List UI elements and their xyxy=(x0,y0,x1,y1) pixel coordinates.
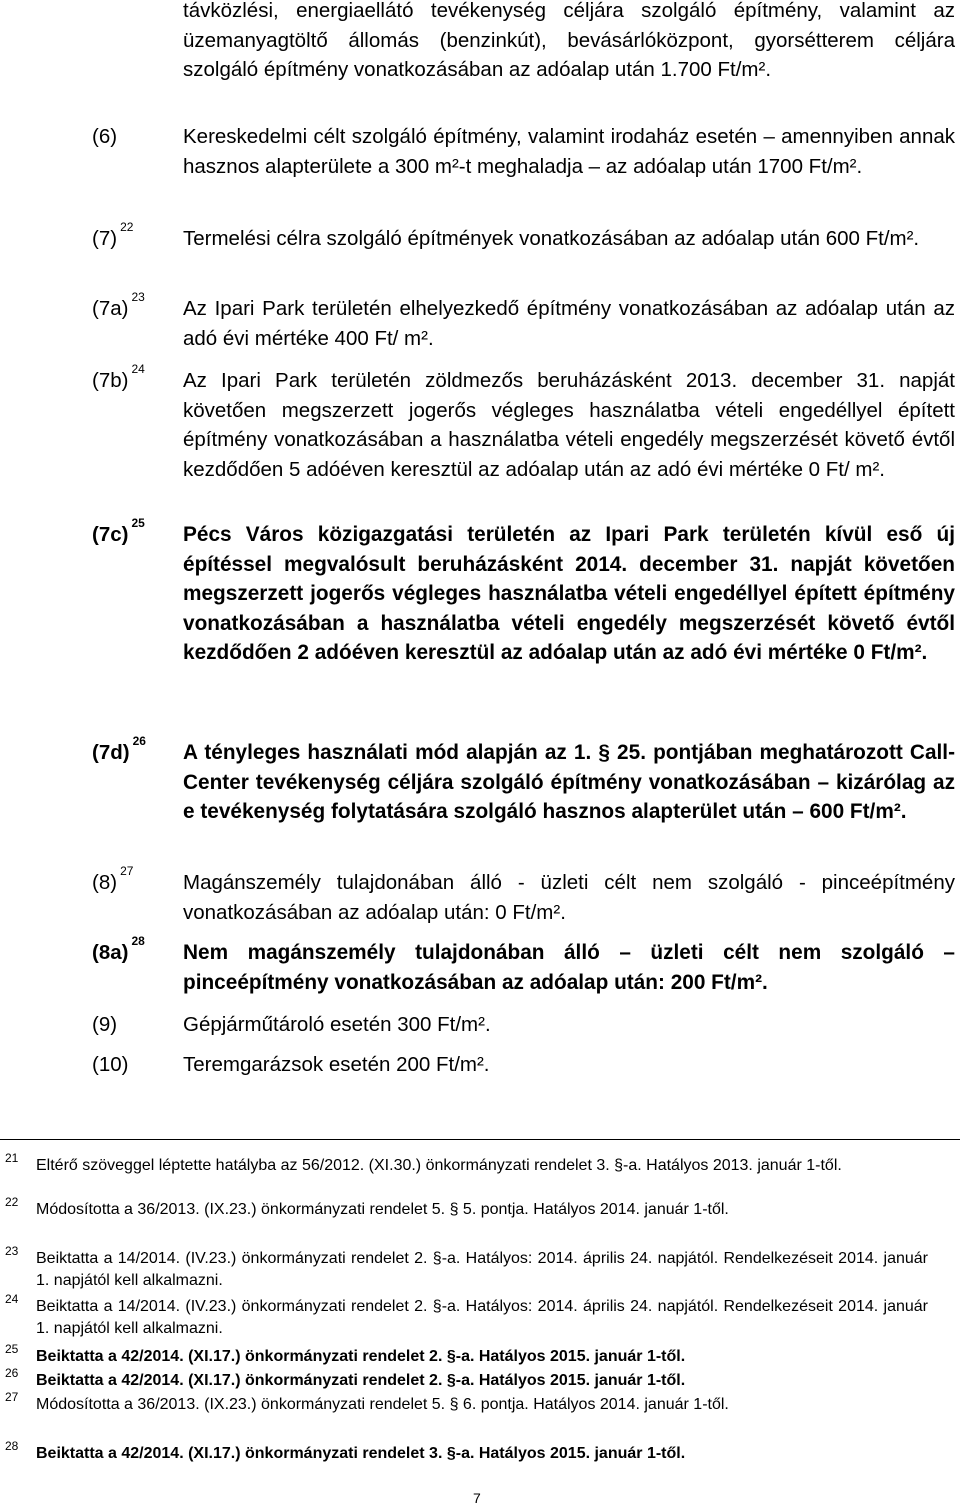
footnote-ref[interactable]: 25 xyxy=(131,516,145,530)
footnote-ref[interactable]: 22 xyxy=(120,220,134,234)
paragraph-text: Termelési célra szolgáló építmények vonatkozásában az adóalap után 600 Ft/m². xyxy=(183,227,920,250)
footnote-text: Beiktatta a 42/2014. (XI.17.) önkormányzati rendelet 3. §-a. Hatályos 2015. január 1-től. xyxy=(36,1445,686,1462)
paragraph-number: (7d) xyxy=(92,741,130,764)
paragraph-text: Az Ipari Park területén zöldmezős beruházásként 2013. december 31. napját követően megszerzett jogerős végleges használatba vételi engedéllyel épített építmény vonatkozásában a használatba vételi engedély megszerzését követő évtől kezdődően 5 adóéven keresztül az adóalap után az adó évi mértéke 0 Ft/ m². xyxy=(183,369,955,481)
footnote-ref[interactable]: 23 xyxy=(131,290,145,304)
footnote-number: 22 xyxy=(5,1195,19,1209)
footnote-separator xyxy=(0,1139,960,1140)
paragraph-number: (9) xyxy=(92,1013,118,1036)
footnote-text: Módosította a 36/2013. (IX.23.) önkormányzati rendelet 5. § 5. pontja. Hatályos 2014. január 1-től. xyxy=(36,1201,729,1218)
paragraph-number: (10) xyxy=(92,1053,129,1076)
paragraph-text: Gépjárműtároló esetén 300 Ft/m². xyxy=(183,1013,491,1036)
footnote-text: Beiktatta a 42/2014. (XI.17.) önkormányzati rendelet 2. §-a. Hatályos 2015. január 1-től. xyxy=(36,1348,686,1365)
paragraph-number: (7a) xyxy=(92,297,129,320)
footnote-number: 26 xyxy=(5,1366,19,1380)
footnote-number: 21 xyxy=(5,1151,19,1165)
paragraph-number: (7b) xyxy=(92,369,129,392)
footnote-text: Eltérő szöveggel léptette hatályba az 56/2012. (XI.30.) önkormányzati rendelet 3. §-a. Hatályos 2013. január 1-től. xyxy=(36,1157,842,1174)
paragraph-text: Pécs Város közigazgatási területén az Ipari Park területén kívül eső új építéssel megvalósult beruházásként 2014. december 31. napját követően megszerzett jogerős végleges használatba vételi engedéllyel épített építmény vonatkozásában a használatba vételi engedély megszerzését követő évtől kezdődően 2 adóéven keresztül az adóalap után az adó évi mértéke 0 Ft/m². xyxy=(183,523,955,664)
paragraph-text: Magánszemély tulajdonában álló - üzleti célt nem szolgáló - pinceépítmény vonatkozásában az adóalap után: 0 Ft/m². xyxy=(183,871,955,924)
paragraph-text: Nem magánszemély tulajdonában álló – üzleti célt nem szolgáló – pinceépítmény vonatkozásában az adóalap után: 200 Ft/m². xyxy=(183,941,955,994)
footnote-number: 25 xyxy=(5,1342,19,1356)
paragraph-number: (6) xyxy=(92,125,118,148)
paragraph-number: (7) xyxy=(92,227,118,250)
footnote-text: Beiktatta a 42/2014. (XI.17.) önkormányzati rendelet 2. §-a. Hatályos 2015. január 1-től. xyxy=(36,1372,686,1389)
paragraph-text: Teremgarázsok esetén 200 Ft/m². xyxy=(183,1053,490,1076)
paragraph-text: Az Ipari Park területén elhelyezkedő építmény vonatkozásában az adóalap után az adó évi mértéke 400 Ft/ m². xyxy=(183,297,955,350)
paragraph-number: (7c) xyxy=(92,523,129,546)
footnote-ref[interactable]: 26 xyxy=(132,734,146,748)
footnote-ref[interactable]: 27 xyxy=(120,864,134,878)
footnote-ref[interactable]: 24 xyxy=(131,362,145,376)
paragraph-number: (8a) xyxy=(92,941,129,964)
paragraph-text: A tényleges használati mód alapján az 1. § 25. pontjában meghatározott Call-Center tevékenység céljára szolgáló építmény vonatkozásában – kizárólag az e tevékenység folytatására szolgáló hasznos alapterület után – 600 Ft/m². xyxy=(183,741,955,823)
footnote-number: 27 xyxy=(5,1390,19,1404)
paragraph-text: távközlési, energiaellátó tevékenység céljára szolgáló építmény, valamint az üzemanyagtöltő állomás (benzinkút), bevásárlóközpont, gyorsétterem céljára szolgáló építmény vonatkozásában az adóalap után 1.700 Ft/m². xyxy=(183,0,955,81)
paragraph-number: (8) xyxy=(92,871,118,894)
footnote-number: 28 xyxy=(5,1439,19,1453)
footnote-text: Beiktatta a 14/2014. (IV.23.) önkormányzati rendelet 2. §-a. Hatályos: 2014. április 24. napjától. Rendelkezéseit 2014. január 1. napjától kell alkalmazni. xyxy=(36,1250,928,1289)
footnote-number: 24 xyxy=(5,1292,19,1306)
footnote-text: Módosította a 36/2013. (IX.23.) önkormányzati rendelet 5. § 6. pontja. Hatályos 2014. január 1-től. xyxy=(36,1396,729,1413)
footnote-text: Beiktatta a 14/2014. (IV.23.) önkormányzati rendelet 2. §-a. Hatályos: 2014. április 24. napjától. Rendelkezéseit 2014. január 1. napjától kell alkalmazni. xyxy=(36,1298,928,1337)
footnote-ref[interactable]: 28 xyxy=(131,934,145,948)
paragraph-text: Kereskedelmi célt szolgáló építmény, valamint irodaház esetén – amennyiben annak hasznos alapterülete a 300 m²-t meghaladja – az adóalap után 1700 Ft/m². xyxy=(183,125,955,178)
page-number: 7 xyxy=(473,1490,481,1506)
footnote-number: 23 xyxy=(5,1244,19,1258)
